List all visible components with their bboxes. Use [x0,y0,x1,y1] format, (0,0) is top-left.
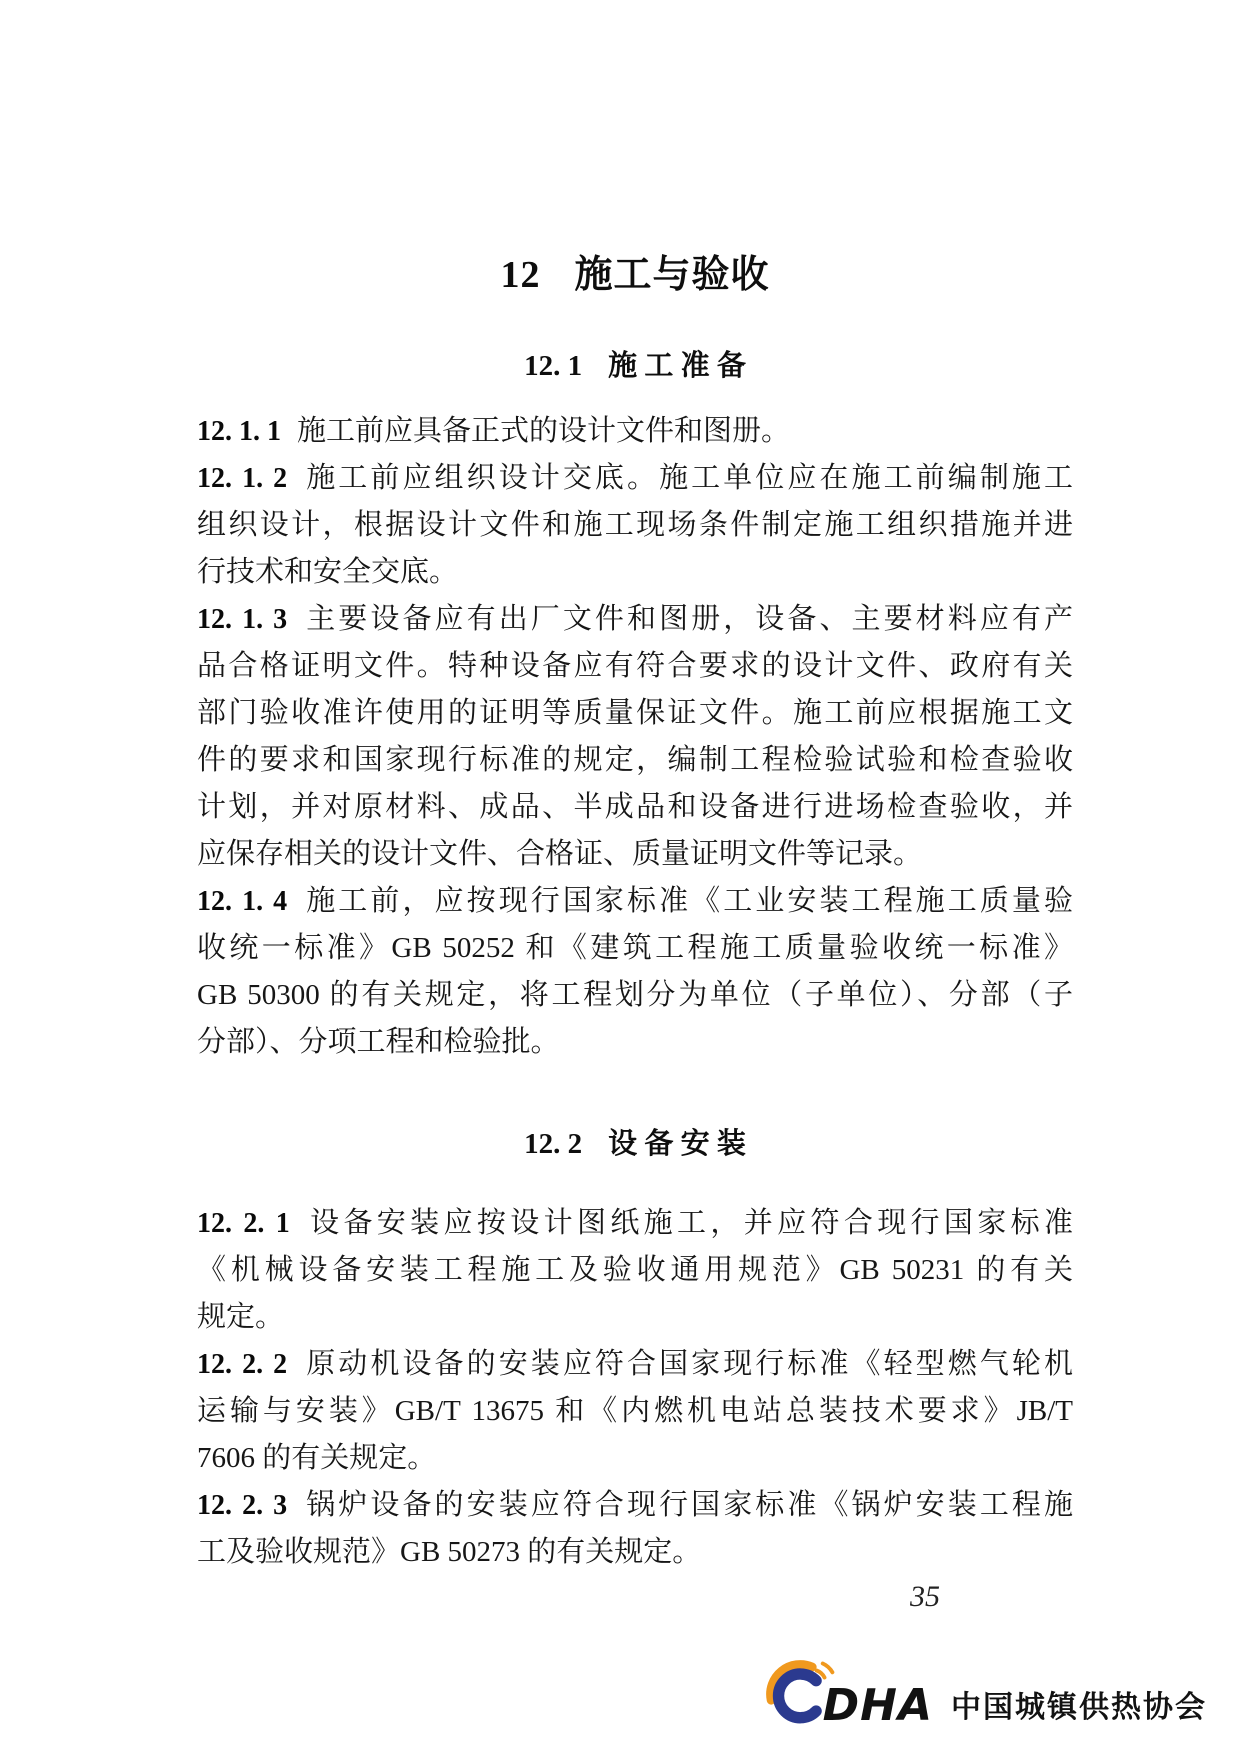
clause-line: 分部）、分项工程和检验批。 [197,1026,560,1058]
clause-text: 原动机设备的安装应符合国家现行标准《轻型燃气轮机 [303,1348,1073,1380]
clause-number: 12. 2. 1 [197,1208,290,1239]
clause [197,455,1073,596]
clause-number: 12. 1. 1 [197,416,281,447]
section-number: 12. 2 [524,1128,583,1160]
clause-line: 运输与安装》GB/T 13675 和《内燃机电站总装技术要求》JB/T [197,1395,1073,1427]
clause-text: 施工前应具备正式的设计文件和图册。 [297,415,791,447]
clause-line: 工及验收规范》GB 50273 的有关规定。 [197,1536,702,1568]
clause-number: 12. 1. 2 [197,463,288,494]
clause [197,596,1073,878]
clause-line: 规定。 [197,1301,285,1333]
clause-line: 7606 的有关规定。 [197,1442,437,1474]
clause-line [197,455,1073,502]
clause-number: 12. 2. 2 [197,1349,288,1380]
clause [197,1482,1073,1576]
clause-line: GB 50300 的有关规定，将工程划分为单位（子单位）、分部（子 [197,979,1073,1011]
clause [197,408,1073,455]
chapter-title-text: 施工与验收 [574,254,770,296]
clause-number: 12. 1. 3 [197,604,288,635]
chapter-number: 12 [500,254,541,296]
clause-number: 12. 2. 3 [197,1490,288,1521]
clause-line: 收统一标准》GB 50252 和《建筑工程施工质量验收统一标准》 [197,932,1073,964]
clause-line: 行技术和安全交底。 [197,556,459,588]
clause-line [197,1341,1073,1388]
clause-line [197,408,1073,455]
clause-line: 件的要求和国家现行标准的规定，编制工程检验试验和检查验收 [197,744,1073,776]
clause-line [197,1482,1073,1529]
clause-line: 部门验收准许使用的证明等质量保证文件。施工前应根据施工文 [197,697,1073,729]
clause-text: 施工前应组织设计交底。施工单位应在施工前编制施工 [303,462,1073,494]
clause-line: 品合格证明文件。特种设备应有符合要求的设计文件、政府有关 [197,650,1073,682]
clause [197,878,1073,1066]
clause-line: 《机械设备安装工程施工及验收通用规范》GB 50231 的有关 [197,1254,1073,1286]
logo-association-name: 中国城镇供热协会 [951,1690,1207,1725]
page-number: 35 [910,1580,940,1613]
chapter-title [197,250,1073,300]
clause [197,1341,1073,1482]
clause-line [197,596,1073,643]
clause-text: 主要设备应有出厂文件和图册，设备、主要材料应有产 [303,603,1073,635]
clause-text: 施工前，应按现行国家标准《工业安装工程施工质量验 [303,885,1073,917]
clause-line: 计划，并对原材料、成品、半成品和设备进行进场检查验收，并 [197,791,1073,823]
section-title-text: 施 工 准 备 [608,350,746,382]
clause [197,1200,1073,1341]
section-heading [197,1126,1073,1162]
clause-number: 12. 1. 4 [197,886,288,917]
sections-container [197,348,1073,1576]
section-heading [197,348,1073,384]
clause-text: 锅炉设备的安装应符合现行国家标准《锅炉安装工程施 [303,1489,1073,1521]
clause-text: 设备安装应按设计图纸施工，并应符合现行国家标准 [305,1207,1073,1239]
clause-line: 应保存相关的设计文件、合格证、质量证明文件等记录。 [197,838,923,870]
logo-acronym: DHA [822,1680,933,1731]
clause-line: 组织设计，根据设计文件和施工现场条件制定施工组织措施并进 [197,509,1073,541]
section-title-text: 设 备 安 装 [608,1128,746,1160]
association-logo [765,1660,1207,1730]
document-content [0,250,1240,1576]
section-number: 12. 1 [524,350,583,382]
clause-line [197,1200,1073,1247]
clause-line [197,878,1073,925]
